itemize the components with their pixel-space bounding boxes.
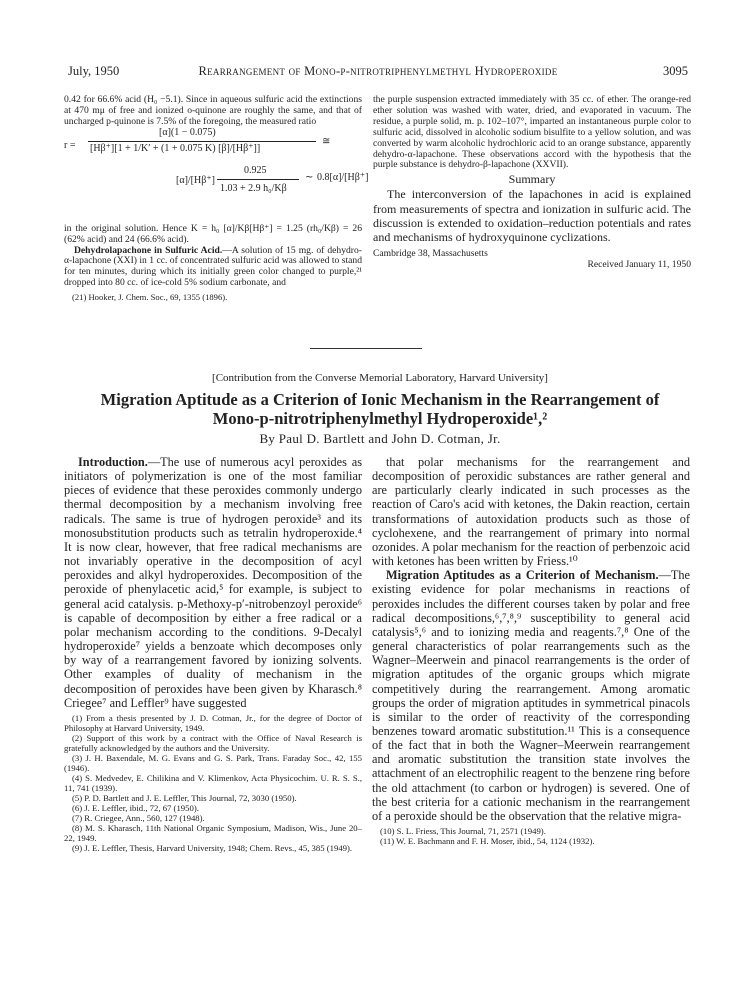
- summary-heading: Summary: [508, 172, 556, 187]
- fraction-bar: [217, 179, 299, 180]
- section-divider: [310, 348, 422, 349]
- eq-sim: ∼: [305, 171, 314, 183]
- footnote: (3) J. H. Baxendale, M. G. Evans and G. S. Park, Trans. Faraday Soc., 42, 155 (1946).: [64, 752, 362, 773]
- byline: By Paul D. Bartlett and John D. Cotman, Jr.: [259, 431, 501, 446]
- article-title: Migration Aptitude as a Criterion of Ionic Mechanism in the Rearrangement of Mono-p-nitrotriphenylmethyl Hydroperoxide¹,²: [100, 390, 660, 428]
- paragraph: that polar mechanisms for the rearrangement and decomposition of peroxidic substances are rather general and are particularly clearly indicated in such processes as the reaction of Caro's acid with ketones, the Dakin reaction, certain transformations of autoxidation products such as those of cyclohexene, and the rearrangement of primary into normal ozonides. A polar mechanism for the reaction of perbenzoic acid with ketones has been written by Friess.¹⁰: [372, 455, 690, 569]
- eq-right: 0.8[α]/[Hβ⁺]: [317, 171, 369, 183]
- top-right-column: [373, 95, 691, 271]
- eq-mid-numerator: 0.925: [244, 164, 267, 176]
- received-date: Received January 11, 1950: [587, 259, 691, 271]
- footnote: (1) From a thesis presented by J. D. Cotman, Jr., for the degree of Doctor of Philosophy at Harvard University, 1949.: [64, 712, 362, 733]
- footnote: (21) Hooker, J. Chem. Soc., 69, 1355 (1896).: [72, 292, 228, 303]
- header-running-title: Rearrangement of Mono-p-nitrotriphenylmethyl Hydroperoxide: [198, 64, 558, 78]
- footnotes: [372, 826, 690, 846]
- header-page-number: 3095: [663, 64, 688, 78]
- contribution-line: [Contribution from the Converse Memorial Laboratory, Harvard University]: [212, 372, 548, 384]
- footnote: (11) W. E. Bachmann and F. H. Moser, ibid., 54, 1124 (1932).: [380, 836, 595, 847]
- footnote: (2) Support of this work by a contract with the Office of Naval Research is gratefully acknowledged by the authors and the University.: [64, 732, 362, 753]
- eq-numerator: [α](1 − 0.075): [159, 126, 216, 138]
- fraction-bar: [88, 141, 316, 142]
- paragraph: in the original solution. Hence K = h₀ [α]/Kβ[Hβ⁺] = 1.25 (rh₀/Kβ) = 26 (62% acid) and 24 (66.6% acid).: [64, 222, 362, 245]
- location: Cambridge 38, Massachusetts: [373, 248, 488, 260]
- summary-text: The interconversion of the lapachones in acid is explained from measurements of spectra and ionization in sulfuric acid. The discussion is extended to oxidation–reduction potentials and rates and mechanisms of hydroxyquinone cyclizations.: [373, 187, 691, 245]
- footnote: (7) R. Criegee, Ann., 560, 127 (1948).: [72, 812, 205, 823]
- paragraph: [64, 455, 362, 710]
- subsection-head: Introduction.: [78, 455, 148, 469]
- footnote: (10) S. L. Friess, This Journal, 71, 2571 (1949).: [380, 826, 546, 837]
- paragraph: [372, 568, 690, 823]
- header-date: July, 1950: [68, 64, 120, 78]
- subsection-head: Dehydrolapachone in Sulfuric Acid.: [74, 244, 223, 256]
- running-header: [68, 64, 688, 80]
- paragraph: the purple suspension extracted immediately with 35 cc. of ether. The orange-red ether solution was washed with water, dried, and evaporated in vacuum. The residue, a purple solid, m. p. 102–107°, imparted an instantaneous purple color to sulfuric acid, dissolved in alcoholic sodium bisulfite to a yellow solution, and was converted by warm alcoholic hydrochloric acid to an orange substance, apparently dehydro-α-lapachone. These observations accord with the hypothesis that the purple substance is dehydro-β-lapachone (XXVII).: [373, 94, 691, 171]
- paragraph: [64, 246, 362, 290]
- ratio-equation: [64, 126, 369, 224]
- footnote: (8) M. S. Kharasch, 11th National Organic Symposium, Madison, Wis., June 20–22, 1949.: [64, 822, 362, 843]
- eq-lhs: r =: [64, 139, 76, 151]
- footnote: (5) P. D. Bartlett and J. E. Leffler, This Journal, 72, 3030 (1950).: [72, 792, 297, 803]
- footnotes: [64, 713, 362, 853]
- subsection-head: Migration Aptitudes as a Criterion of Mechanism.: [386, 568, 659, 583]
- eq-alpha-ratio: [α]/[Hβ⁺]: [176, 174, 215, 186]
- footnote: (4) S. Medvedev, E. Chilikina and V. Klimenkov, Acta Physicochim. U. R. S. S., 11, 741 (1939).: [64, 772, 362, 793]
- eq-mid-denominator: 1.03 + 2.9 h₀/Kβ: [220, 182, 287, 194]
- paragraph-text: —The use of numerous acyl peroxides as initiators of polymerization is one of the most familiar pieces of evidence that these peroxides commonly undergo thermal decomposition by a mechanism involving free radicals. The same is true of hydrogen peroxide³ and its monosubstitution products such as tetralin hydroperoxide.⁴ It is now clear, however, that free radical mechanisms are not invariably operative in the decomposition of acyl peroxides and alkyl hydroperoxides. Decomposition of the peroxide of phenylacetic acid,⁵ for example, is subject to general acid catalysis. p-Methoxy-p′-nitrobenzoyl peroxide⁶ is capable of decomposition by either a free radical or a polar mechanism according to the conditions. 9-Decalyl hydroperoxide⁷ yields a benzoate which decomposes only by way of a rearrangement favored by ionizing solvents. Other examples of duality of mechanism in the decomposition of peroxides have been given by Kharasch.⁸ Criegee⁷ and Leffler⁹ have suggested: [64, 455, 362, 710]
- paragraph: 0.42 for 66.6% acid (H₀ −5.1). Since in aqueous sulfuric acid the extinctions at 470 mμ of free and ionized o-quinone are roughly the same, and that of uncharged p-quinone is 7.5% of the foregoing, the measured ratio: [64, 94, 362, 127]
- paragraph-text: —The existing evidence for polar mechanisms in reactions of peroxides includes the different courses taken by polar and free radical decompositions,⁶,⁷,⁸,⁹ susceptibility to general acid catalysis⁵,⁶ and to ionizing media and reagents.⁷,⁸ One of the general characteristics of polar rearrangements such as the Wagner–Meerwein and pinacol rearrangements is the order of migration aptitudes of the organic groups which migrate competitively during the rearrangement. Among aromatic groups the order of migration aptitudes in symmetrical pinacols is similar to the order of reactivity of the corresponding benzenes toward aromatic substitution.¹¹ This is a consequence of the fact that in both the Wagner–Meerwein rearrangement and aromatic substitution the transition state involves the attachment of an electrophilic reagent to the benzene ring before the old attachment (to carbon or hydrogen) is severed. One of the best criteria for a cationic mechanism in the rearrangement of a peroxide should be the observation that the relative migra-: [372, 568, 690, 823]
- body-right-column: [372, 455, 690, 846]
- eq-denominator: [Hβ⁺][1 + 1/K′ + (1 + 0.075 K) [β]/[Hβ⁺]]: [90, 142, 261, 154]
- eq-approx: ≅: [322, 135, 331, 147]
- top-left-column: [64, 94, 369, 303]
- paragraph-text: —A solution of 15 mg. of dehydro-α-lapachone (XXI) in 1 cc. of concentrated sulfuric acid was allowed to stand for ten minutes, during which its initially green color changed to purple,²¹ dropped into 80 cc. of ice-cold 5% sodium carbonate, and: [64, 244, 362, 289]
- footnote: (6) J. E. Leffler, ibid., 72, 67 (1950).: [72, 802, 199, 813]
- footnote: (9) J. E. Leffler, Thesis, Harvard University, 1948; Chem. Revs., 45, 385 (1949).: [72, 842, 353, 853]
- body-left-column: [64, 455, 362, 853]
